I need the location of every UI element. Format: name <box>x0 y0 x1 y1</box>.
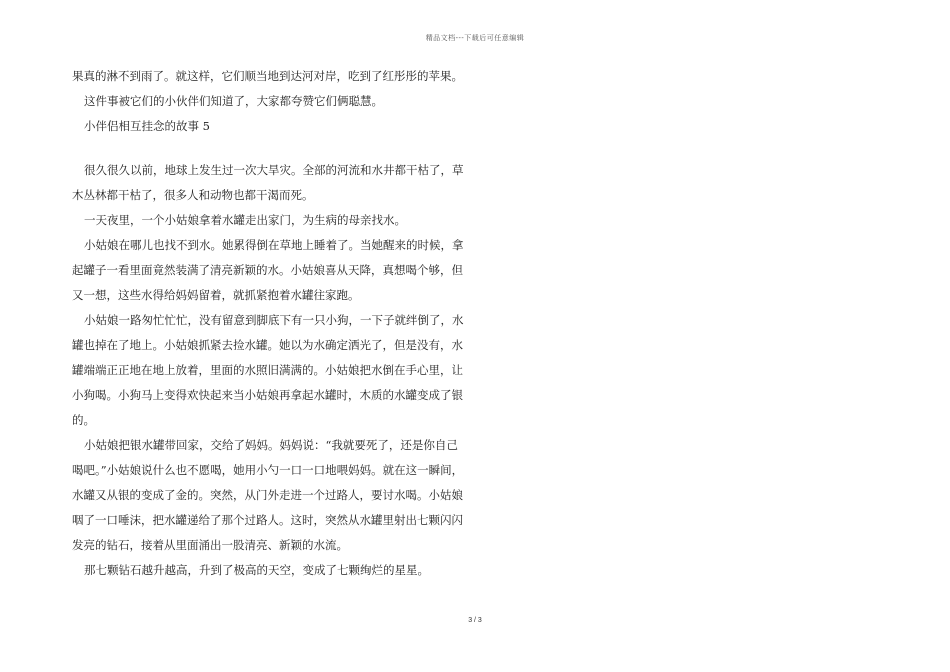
page-number: 3 / 3 <box>468 617 482 624</box>
paragraph-line: 起罐子一看里面竟然装满了清亮新颖的水。小姑娘喜从天降，真想喝个够，但 <box>72 263 463 277</box>
paragraph-line: 罐也掉在了地上。小姑娘抓紧去捡水罐。她以为水确定洒光了，但是没有，水 <box>72 338 463 352</box>
paragraph-line: 小姑娘在哪儿也找不到水。她累得倒在草地上睡着了。当她醒来的时候，拿 <box>84 238 464 252</box>
paragraph-line: 又一想，这些水得给妈妈留着，就抓紧抱着水罐往家跑。 <box>72 288 360 302</box>
paragraph-line: 一天夜里，一个小姑娘拿着水罐走出家门，为生病的母亲找水。 <box>84 213 406 227</box>
paragraph-line: 小姑娘一路匆忙忙忙，没有留意到脚底下有一只小狗，一下子就绊倒了，水 <box>84 313 464 327</box>
paragraph-line: 木丛林都干枯了，很多人和动物也都干渴而死。 <box>72 188 314 202</box>
paragraph-line: 很久很久以前，地球上发生过一次大旱灾。全部的河流和水井都干枯了，草 <box>84 163 464 177</box>
paragraph-line: 小狗喝。小狗马上变得欢快起来当小姑娘再拿起水罐时，木质的水罐变成了银 <box>72 388 463 402</box>
paragraph-gap <box>72 139 468 158</box>
paragraph-line: 罐端端正正地在地上放着，里面的水照旧满满的。小姑娘把水倒在手心里，让 <box>72 363 463 377</box>
paragraph-line: 咽了一口唾沫，把水罐递给了那个过路人。这时，突然从水罐里射出七颗闪闪 <box>72 513 463 527</box>
paragraph-line: 发亮的钻石，接着从里面涌出一股清亮、新颖的水流。 <box>72 538 348 552</box>
paragraph-line: 这件事被它们的小伙伴们知道了，大家都夸赞它们俩聪慧。 <box>84 94 383 108</box>
paragraph-line: 水罐又从银的变成了金的。突然，从门外走进一个过路人，要讨水喝。小姑娘 <box>72 488 463 502</box>
paragraph-line: 小姑娘把银水罐带回家，交给了妈妈。妈妈说：“我就要死了，还是你自己 <box>84 438 458 452</box>
document-body <box>72 64 468 583</box>
paragraph-line: 的。 <box>72 413 95 427</box>
paragraph-line: 那七颗钻石越升越高，升到了极高的天空，变成了七颗绚烂的星星。 <box>84 563 429 577</box>
section-title: 小伴侣相互挂念的故事 5 <box>84 119 210 133</box>
paragraph-line: 果真的淋不到雨了。就这样，它们顺当地到达河对岸，吃到了红彤彤的苹果。 <box>72 69 463 83</box>
page-header: 精品文档---下载后可任意编辑 <box>425 34 525 42</box>
paragraph-line: 喝吧。”小姑娘说什么也不愿喝，她用小勺一口一口地喂妈妈。就在这一瞬间， <box>72 463 464 477</box>
